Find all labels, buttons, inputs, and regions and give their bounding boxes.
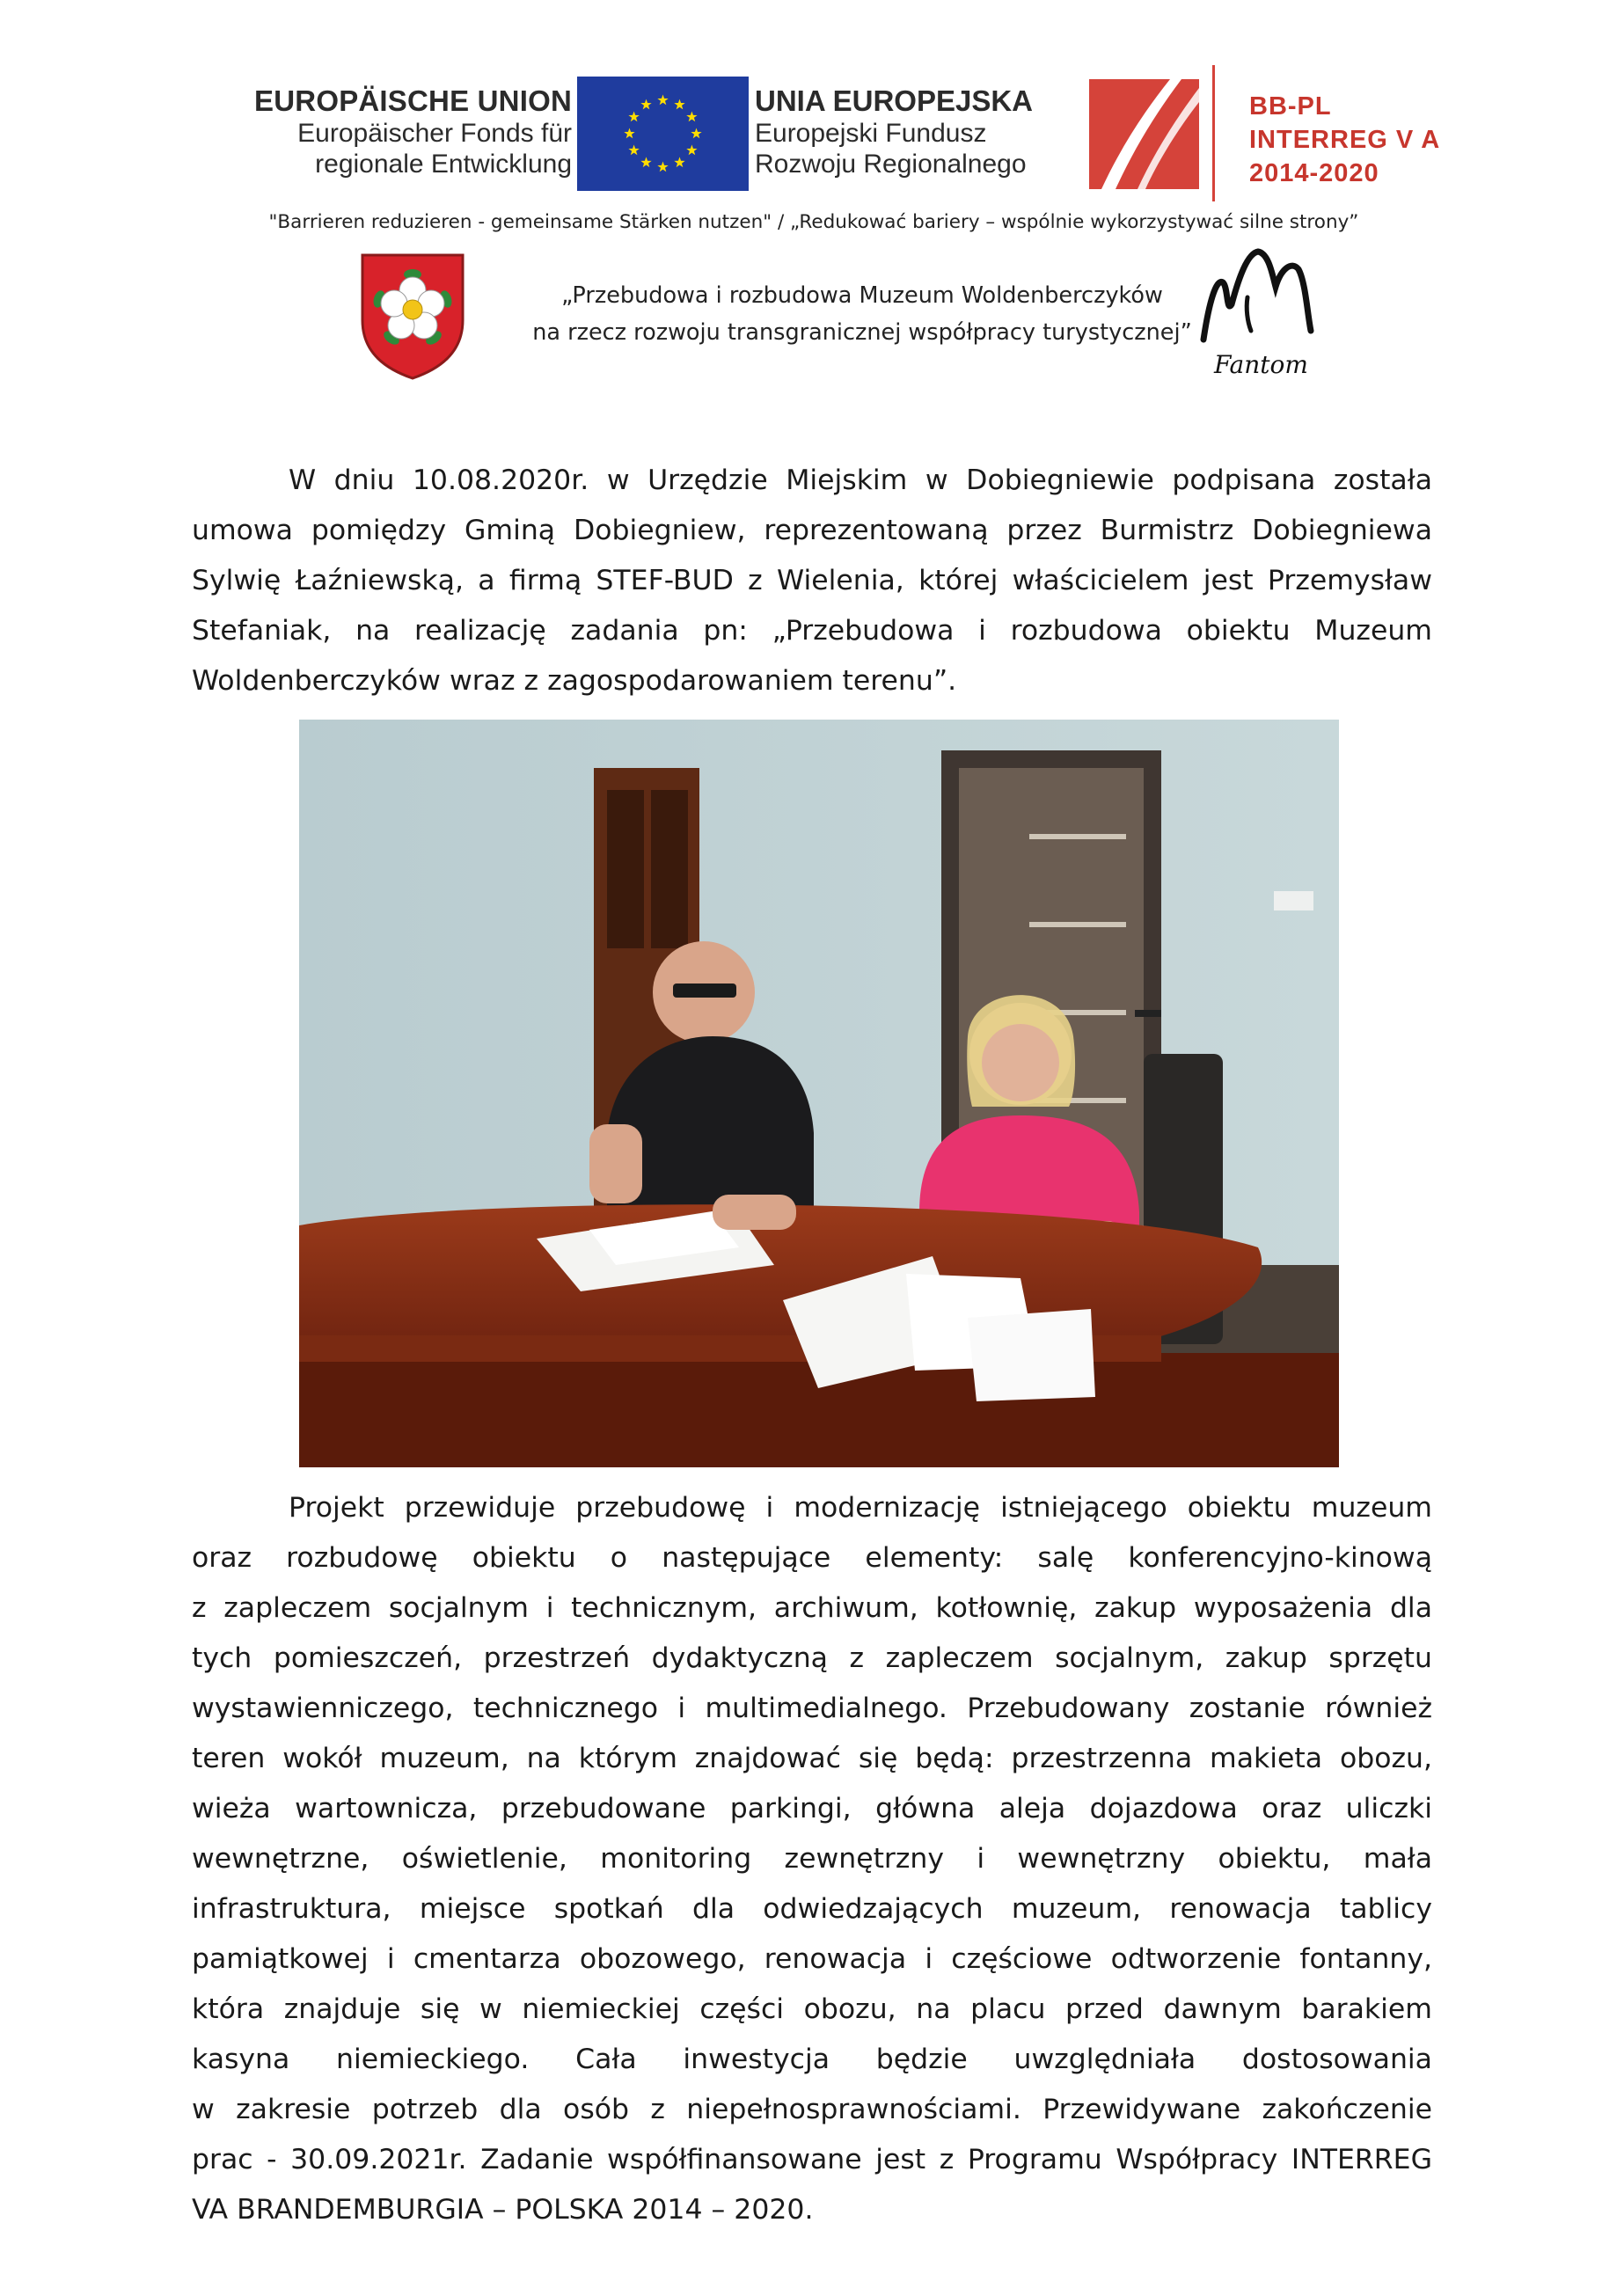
eu-de-title: EUROPÄISCHE UNION [254,84,572,117]
interreg-text [1249,90,1460,190]
project-title-line1: „Przebudowa i rozbudowa Muzeum Woldenberczyków [561,282,1163,309]
eu-pl-text [755,84,1107,179]
description-line: która znajduje się w niemieckiej części obozu, na placu przed dawnym barakiem [192,1993,1432,2025]
signing-photo [299,720,1339,1467]
intro-line: Sylwię Łaźniewską, a firmą STEF-BUD z Wielenia, której właścicielem jest Przemysław [192,565,1432,596]
description-line: teren wokół muzeum, na którym znajdować się będą: przestrzenna makieta obozu, [192,1743,1432,1774]
project-title-line2: na rzecz rozwoju transgranicznej współpracy turystycznej” [532,319,1192,346]
fantom-logo-icon [1196,243,1320,384]
motto: "Barrieren reduzieren - gemeinsame Stärken nutzen" / „Redukować bariery – wspólnie wykorzystywać silne strony” [268,211,1359,233]
description-line: prac - 30.09.2021r. Zadanie współfinansowane jest z Programu Współpracy INTERREG [192,2144,1432,2175]
eu-flag-icon [577,77,749,191]
description-line: kasyna niemieckiego. Cała inwestycja będzie uwzględniała dostosowania [192,2044,1432,2075]
description-line: wystawienniczego, technicznego i multimedialnego. Przebudowany zostanie również [192,1693,1432,1724]
interreg-divider [1212,65,1215,201]
intro-line: Woldenberczyków wraz z zagospodarowaniem terenu”. [192,665,957,697]
description-line: tych pomieszczeń, przestrzeń dydaktyczną z zapleczem socjalnym, zakup sprzętu [192,1642,1432,1674]
eu-pl-title: UNIA EUROPEJSKA [755,84,1033,117]
intro-line: W dniu 10.08.2020r. w Urzędzie Miejskim w Dobiegniewie podpisana została [289,464,1432,496]
eu-pl-line3: Rozwoju Regionalnego [755,150,1027,179]
intro-line: Stefaniak, na realizację zadania pn: „Przebudowa i rozbudowa obiektu Muzeum [192,615,1432,647]
eu-de-line2: Europäischer Fonds für [297,119,572,148]
description-line: wewnętrzne, oświetlenie, monitoring zewnętrzny i wewnętrzny obiektu, mała [192,1843,1432,1875]
description-line: infrastruktura, miejsce spotkań dla odwiedzających muzeum, renowacja tablicy [192,1893,1432,1925]
fantom-signature: Fantom [1214,350,1308,379]
description-line: wieża wartownicza, przebudowane parkingi, główna aleja dojazdowa oraz uliczki [192,1793,1432,1824]
interreg-line3: 2014-2020 [1249,159,1379,187]
description-line: z zapleczem socjalnym i technicznym, archiwum, kotłownię, zakup wyposażenia dla [192,1592,1432,1624]
interreg-line2: INTERREG V A [1249,126,1441,154]
coat-of-arms-icon [359,252,466,380]
project-title [475,277,1249,351]
eu-pl-line2: Europejski Fundusz [755,119,987,148]
description-line: VA BRANDEMBURGIA – POLSKA 2014 – 2020. [192,2194,814,2226]
project-description-paragraph [192,1483,1432,2235]
interreg-line1: BB-PL [1249,92,1332,121]
interreg-logo-icon [1089,79,1199,189]
description-line: w zakresie potrzeb dla osób z niepełnosprawnościami. Przewidywane zakończenie [192,2094,1432,2125]
description-line: oraz rozbudowę obiektu o następujące elementy: salę konferencyjno-kinową [192,1542,1432,1574]
description-line: Projekt przewiduje przebudowę i modernizację istniejącego obiektu muzeum [289,1492,1432,1524]
eu-de-line3: regionale Entwicklung [315,150,572,179]
intro-paragraph [192,456,1432,706]
intro-line: umowa pomiędzy Gminą Dobiegniew, reprezentowaną przez Burmistrz Dobiegniewa [192,515,1432,546]
description-line: pamiątkowej i cmentarza obozowego, renowacja i częściowe odtworzenie fontanny, [192,1943,1432,1975]
eu-de-text [224,84,572,179]
